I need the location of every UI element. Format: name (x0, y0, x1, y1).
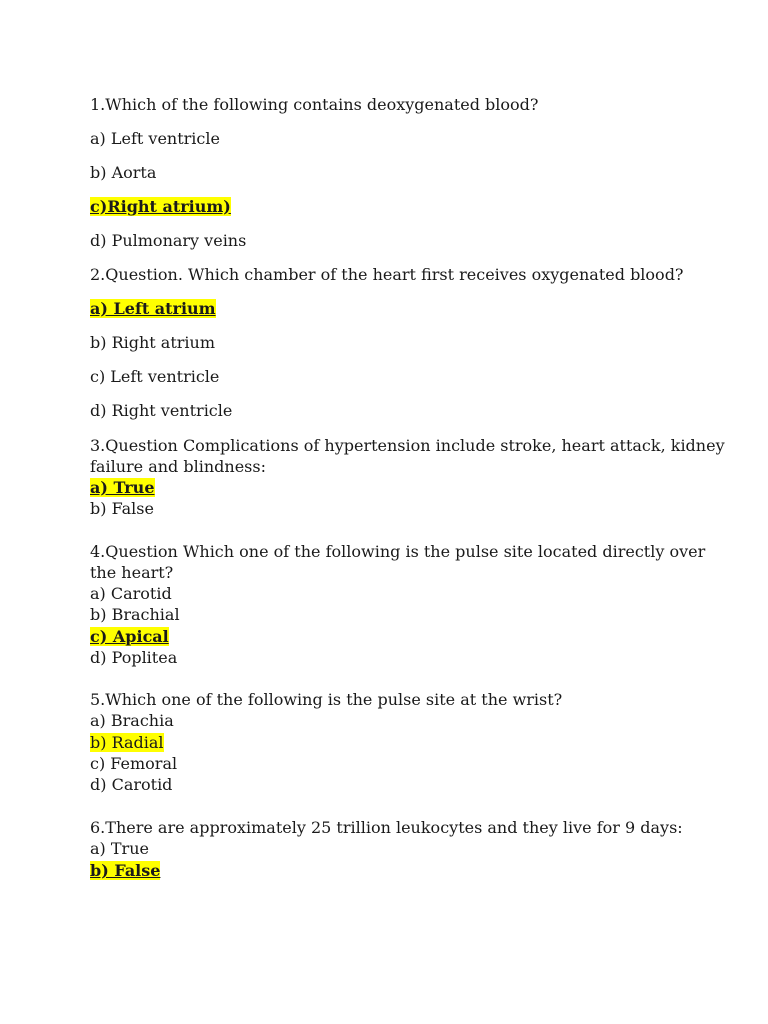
question-1-option-d: d) Pulmonary veins (90, 231, 247, 250)
question-4-option-b: b) Brachial (90, 605, 180, 624)
question-6-text: 6.There are approximately 25 trillion leukocytes and they live for 9 days: (90, 818, 683, 837)
question-1-option-c-answer (90, 196, 231, 217)
question-5-text: 5.Which one of the following is the pulse site at the wrist? (90, 690, 563, 709)
answer-highlight: c) Apical (90, 627, 169, 646)
question-4-option-c-answer (90, 626, 169, 647)
question-5-option-a: a) Brachia (90, 711, 174, 730)
question-1-option-a: a) Left ventricle (90, 129, 220, 148)
question-5-option-b-answer (90, 732, 164, 753)
answer-highlight: a) True (90, 478, 155, 497)
question-2-option-d: d) Right ventricle (90, 401, 233, 420)
question-4-option-d: d) Poplitea (90, 648, 178, 667)
question-2-option-a-answer (90, 298, 216, 319)
question-3-option-a-answer (90, 477, 155, 498)
question-2-option-c: c) Left ventricle (90, 367, 220, 386)
question-2-option-b: b) Right atrium (90, 333, 216, 352)
question-5-option-d: d) Carotid (90, 775, 173, 794)
question-1-option-b: b) Aorta (90, 163, 157, 182)
question-3-option-b: b) False (90, 499, 154, 518)
question-3-text-line-2: failure and blindness: (90, 457, 266, 476)
question-3-text-line-1: 3.Question Complications of hypertension include stroke, heart attack, kidney (90, 436, 725, 455)
question-6-option-b-answer (90, 860, 160, 881)
answer-highlight: c)Right atrium) (90, 197, 231, 216)
answer-highlight: b) Radial (90, 733, 164, 752)
answer-highlight: a) Left atrium (90, 299, 216, 318)
question-4-option-a: a) Carotid (90, 584, 172, 603)
question-2-text: 2.Question. Which chamber of the heart first receives oxygenated blood? (90, 265, 684, 284)
question-1-text: 1.Which of the following contains deoxygenated blood? (90, 95, 539, 114)
answer-highlight: b) False (90, 861, 161, 880)
question-4-text-line-1: 4.Question Which one of the following is the pulse site located directly over (90, 542, 706, 561)
question-5-option-c: c) Femoral (90, 754, 178, 773)
question-6-option-a: a) True (90, 839, 149, 858)
question-4-text-line-2: the heart? (90, 563, 174, 582)
